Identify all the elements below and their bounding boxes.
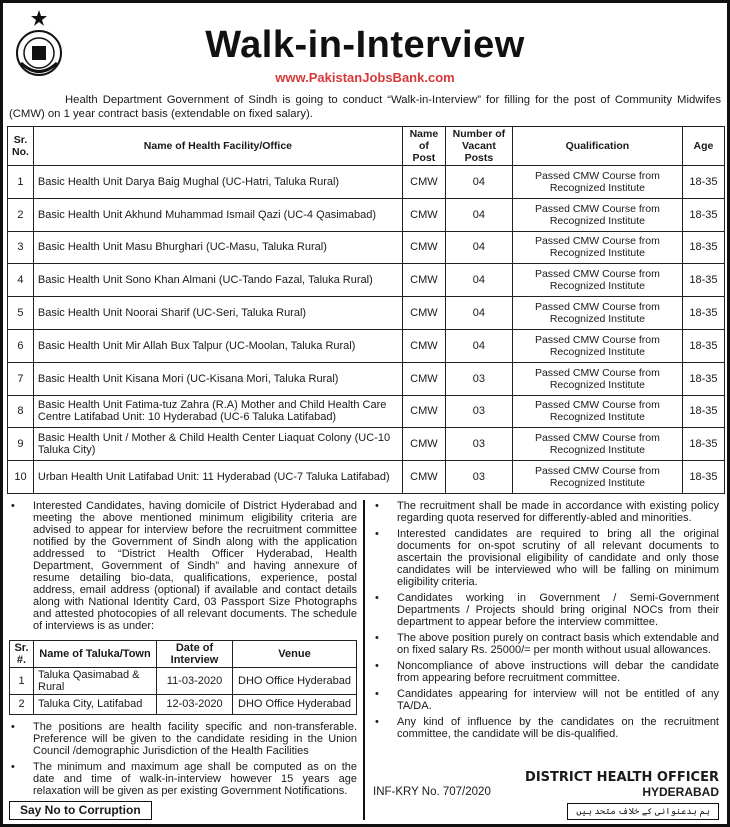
bullet-item: • Interested candidates are required to bring all the original documents for on-spot scrutiny of all relevant documents to ascertain the provisional eligibility of candidate and only those candidates will be interviewed who will be falling on minimum eligibility criteria. (373, 528, 719, 588)
urdu-row (373, 803, 719, 820)
vacant-cell: 03 (445, 395, 512, 428)
vacant-cell: 03 (445, 461, 512, 494)
sr-cell: 9 (8, 428, 34, 461)
schedule-venue: DHO Office Hyderabad (233, 667, 357, 694)
vacant-cell: 03 (445, 428, 512, 461)
bullet-item: • Any kind of influence by the candidates on the recruitment committee, the candidate will be dis-qualified. (373, 716, 719, 740)
schedule-header-row (10, 640, 357, 667)
vacant-cell: 04 (445, 198, 512, 231)
table-row (8, 297, 725, 330)
sr-cell: 3 (8, 231, 34, 264)
sr-cell: 10 (8, 461, 34, 494)
col-post: Name of Post (402, 127, 445, 166)
qualification-cell: Passed CMW Course from Recognized Institute (512, 198, 682, 231)
sr-cell: 5 (8, 297, 34, 330)
watermark: www.PakistanJobsBank.com (275, 70, 455, 85)
facility-cell: Basic Health Unit Fatima-tuz Zahra (R.A) Mother and Child Health Care Centre Latifabad Unit: 10 Hyderabad (UC-6 Taluka Latifabad) (33, 395, 402, 428)
vacancy-table (7, 126, 725, 494)
age-cell: 18-35 (682, 461, 724, 494)
age-cell: 18-35 (682, 329, 724, 362)
vacant-cell: 04 (445, 264, 512, 297)
schedule-col-sr: Sr. #. (10, 640, 34, 667)
facility-cell: Basic Health Unit Darya Baig Mughal (UC-Hatri, Taluka Rural) (33, 166, 402, 199)
qualification-cell: Passed CMW Course from Recognized Institute (512, 231, 682, 264)
sr-cell: 2 (8, 198, 34, 231)
officer-city: HYDERABAD (642, 784, 719, 799)
col-age: Age (682, 127, 724, 166)
vacant-cell: 03 (445, 362, 512, 395)
bullet-item: • The above position purely on contract basis which extendable and on fixed salary Rs. 25000/= per month without usual allowances. (373, 632, 719, 656)
facility-cell: Basic Health Unit Masu Bhurghari (UC-Masu, Taluka Rural) (33, 231, 402, 264)
schedule-col-venue: Venue (233, 640, 357, 667)
table-header-row (8, 127, 725, 166)
facility-cell: Basic Health Unit Kisana Mori (UC-Kisana Mori, Taluka Rural) (33, 362, 402, 395)
page-title: Walk-in-Interview (205, 24, 525, 66)
reference-number: INF-KRY No. 707/2020 (373, 785, 491, 798)
age-cell: 18-35 (682, 428, 724, 461)
table-row (8, 231, 725, 264)
bullet-item: • The recruitment shall be made in accordance with existing policy regarding quota reserved for differently-abled and minorities. (373, 500, 719, 524)
sr-cell: 6 (8, 329, 34, 362)
schedule-date: 11-03-2020 (157, 667, 233, 694)
age-cell: 18-35 (682, 198, 724, 231)
schedule-date: 12-03-2020 (157, 694, 233, 714)
table-row (8, 198, 725, 231)
vacant-cell: 04 (445, 231, 512, 264)
schedule-col-date: Date of Interview (157, 640, 233, 667)
sr-cell: 8 (8, 395, 34, 428)
post-cell: CMW (402, 428, 445, 461)
qualification-cell: Passed CMW Course from Recognized Institute (512, 428, 682, 461)
post-cell: CMW (402, 297, 445, 330)
schedule-row (10, 667, 357, 694)
qualification-cell: Passed CMW Course from Recognized Institute (512, 395, 682, 428)
bullet-item: • Interested Candidates, having domicile of District Hyderabad and meeting the above mentioned minimum eligibility criteria are advised to appear for interview before the recruitment committee notified by the Government of Sindh along with the application addressed to “District Health Officer Hyderabad, Health Department, Government of Sindh” and having annexure of resume detailing bio-data, qualifications, experience, postal address, email address (optional) if available and contact details along with National Identity Card, 03 Passport Size Photographs and attested photocopies of all relevant documents. The schedule of interviews is as under: (9, 500, 357, 632)
qualification-cell: Passed CMW Course from Recognized Institute (512, 166, 682, 199)
interview-schedule-table (9, 640, 357, 715)
post-cell: CMW (402, 395, 445, 428)
table-row (8, 461, 725, 494)
age-cell: 18-35 (682, 264, 724, 297)
facility-cell: Basic Health Unit Sono Khan Almani (UC-Tando Fazal, Taluka Rural) (33, 264, 402, 297)
age-cell: 18-35 (682, 362, 724, 395)
col-qualification: Qualification (512, 127, 682, 166)
col-vacant: Number of Vacant Posts (445, 127, 512, 166)
say-no-to-corruption-box: Say No to Corruption (9, 801, 152, 820)
bullet-item: • Candidates appearing for interview will not be entitled of any TA/DA. (373, 688, 719, 712)
schedule-town: Taluka City, Latifabad (34, 694, 157, 714)
qualification-cell: Passed CMW Course from Recognized Institute (512, 264, 682, 297)
post-cell: CMW (402, 231, 445, 264)
officer-title: DISTRICT HEALTH OFFICER (525, 769, 719, 785)
header (7, 3, 723, 91)
intro-paragraph: Health Department Government of Sindh is going to conduct “Walk-in-Interview” for filling for the post of Community Midwifes (CMW) on 1 year contract basis (extendable on fixed salary). (9, 94, 721, 120)
post-cell: CMW (402, 264, 445, 297)
post-cell: CMW (402, 461, 445, 494)
age-cell: 18-35 (682, 297, 724, 330)
signature-footer (373, 763, 719, 820)
right-column (363, 500, 723, 820)
post-cell: CMW (402, 166, 445, 199)
vacant-cell: 04 (445, 329, 512, 362)
table-row (8, 329, 725, 362)
post-cell: CMW (402, 329, 445, 362)
bullet-item: • The minimum and maximum age shall be computed as on the date and time of walk-in-interview however 15 years age relaxation will be given as per existing Government Notifications. (9, 761, 357, 797)
facility-cell: Urban Health Unit Latifabad Unit: 11 Hyderabad (UC-7 Taluka Latifabad) (33, 461, 402, 494)
schedule-row (10, 694, 357, 714)
table-row (8, 428, 725, 461)
facility-cell: Basic Health Unit / Mother & Child Health Center Liaquat Colony (UC-10 Taluka City) (33, 428, 402, 461)
bullet-item: • The positions are health facility specific and non-transferable. Preference will be given to the candidate residing in the Union Council /demographic Jurisdiction of the Health Facilities (9, 721, 357, 757)
footer-row (373, 771, 719, 799)
sr-cell: 1 (8, 166, 34, 199)
table-row (8, 264, 725, 297)
qualification-cell: Passed CMW Course from Recognized Institute (512, 362, 682, 395)
schedule-town: Taluka Qasimabad & Rural (34, 667, 157, 694)
table-row (8, 166, 725, 199)
schedule-col-town: Name of Taluka/Town (34, 640, 157, 667)
sr-cell: 4 (8, 264, 34, 297)
post-cell: CMW (402, 362, 445, 395)
qualification-cell: Passed CMW Course from Recognized Institute (512, 329, 682, 362)
table-row (8, 362, 725, 395)
bullet-item: • Noncompliance of above instructions will debar the candidate from appearing before recruitment committee. (373, 660, 719, 684)
table-row (8, 395, 725, 428)
bullet-item: • Candidates working in Government / Semi-Government Departments / Projects should bring original NOCs from their department to appear before the interview committee. (373, 592, 719, 628)
sr-cell: 7 (8, 362, 34, 395)
facility-cell: Basic Health Unit Mir Allah Bux Talpur (UC-Moolan, Taluka Rural) (33, 329, 402, 362)
facility-cell: Basic Health Unit Akhund Muhammad Ismail Qazi (UC-4 Qasimabad) (33, 198, 402, 231)
left-column (7, 500, 363, 820)
qualification-cell: Passed CMW Course from Recognized Institute (512, 297, 682, 330)
age-cell: 18-35 (682, 395, 724, 428)
details-section (7, 500, 723, 820)
signature-block (525, 771, 719, 799)
urdu-slogan-box: ہم بدعنوانی کے خلاف متحد ہیں (567, 803, 719, 820)
col-sr: Sr. No. (8, 127, 34, 166)
facility-cell: Basic Health Unit Noorai Sharif (UC-Seri, Taluka Rural) (33, 297, 402, 330)
schedule-venue: DHO Office Hyderabad (233, 694, 357, 714)
age-cell: 18-35 (682, 166, 724, 199)
post-cell: CMW (402, 198, 445, 231)
col-facility: Name of Health Facility/Office (33, 127, 402, 166)
vacant-cell: 04 (445, 166, 512, 199)
schedule-sr: 2 (10, 694, 34, 714)
right-bullets (373, 500, 719, 744)
schedule-sr: 1 (10, 667, 34, 694)
qualification-cell: Passed CMW Course from Recognized Institute (512, 461, 682, 494)
age-cell: 18-35 (682, 231, 724, 264)
vacant-cell: 04 (445, 297, 512, 330)
